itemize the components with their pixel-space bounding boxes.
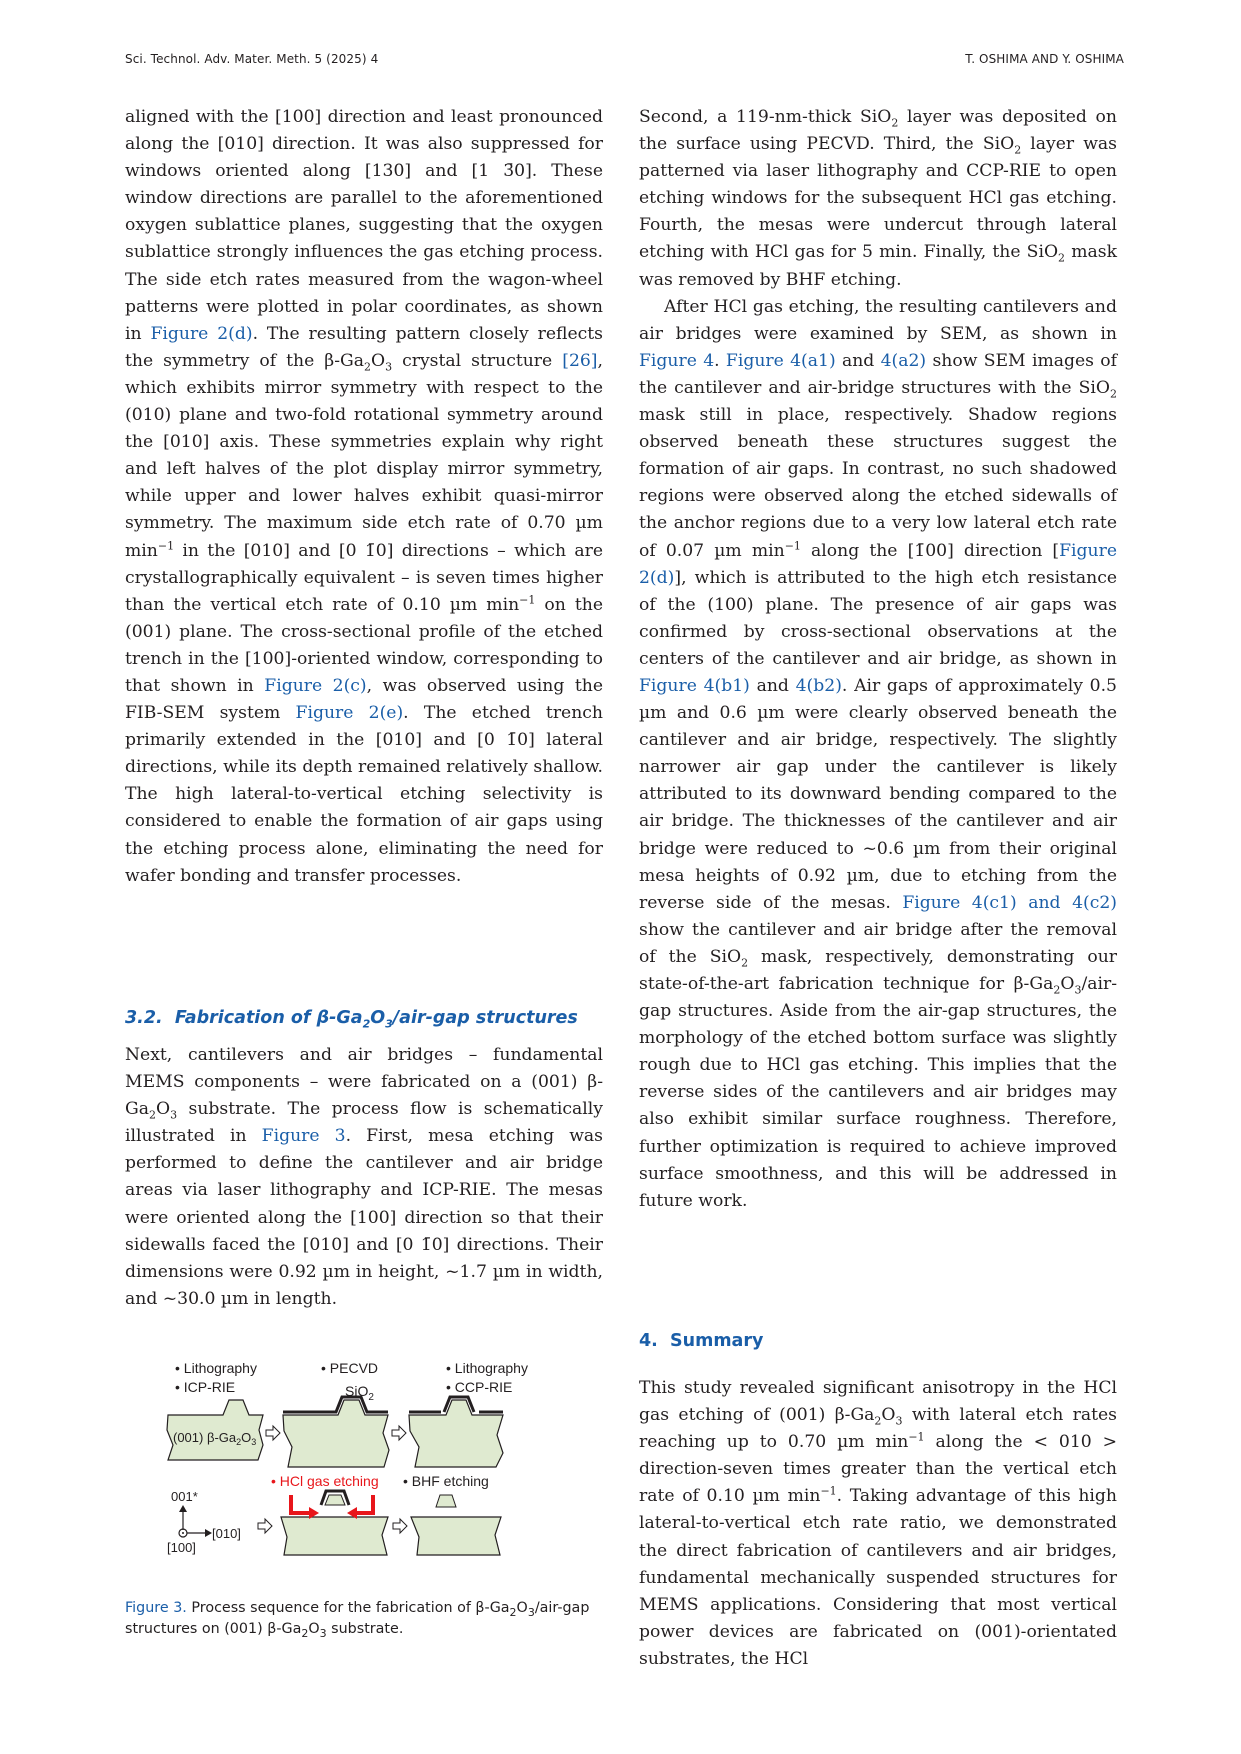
figure-link[interactable]: 4(a2): [880, 350, 927, 371]
step1-label: • Lithography: [175, 1360, 257, 1376]
figure-link[interactable]: 4(b2): [795, 675, 842, 696]
step2-label: • PECVD: [321, 1360, 379, 1376]
figure-caption: Figure 3. Process sequence for the fabrication of $\beta-Ga_2O_3/air$-gap structures on (001) $\beta-Ga_2O_3$ substrate.: [125, 1600, 590, 1640]
substrate-step5: [411, 1517, 501, 1555]
summary-body: [639, 1375, 1117, 1673]
step3-label: • Lithography: [446, 1360, 528, 1376]
substrate-step4: [281, 1517, 388, 1555]
section-3-2-body: [125, 1042, 603, 1313]
arrow-icon: [266, 1426, 280, 1440]
hcl-label: • HCl gas etching: [271, 1473, 379, 1489]
process-diagram: [163, 1355, 593, 1575]
running-header-authors: T. OSHIMA AND Y. OSHIMA: [965, 52, 1124, 66]
figure-3-schematic: [163, 1355, 593, 1575]
figure-link[interactable]: Figure 2(e): [295, 703, 404, 724]
step3-label: • CCP-RIE: [446, 1379, 513, 1395]
arrow-head-icon: [205, 1529, 212, 1537]
etch-arrow: [291, 1495, 311, 1513]
section-heading: 3.2. Fabrication of $\beta-Ga_2O_3/air$-gap structures: [125, 1008, 578, 1031]
figure-link[interactable]: Figure 2(c): [264, 675, 367, 696]
figure-link[interactable]: Figure 4(a1): [725, 350, 836, 371]
released-structure: [436, 1495, 456, 1507]
left-column: [125, 104, 603, 890]
figure-link[interactable]: Figure 2(d): [150, 323, 253, 344]
substrate-step3: [409, 1400, 503, 1467]
arrow-icon: [392, 1426, 406, 1440]
figure-link[interactable]: Figure 4: [639, 350, 715, 371]
right-column: [639, 104, 1117, 1215]
figure-link[interactable]: Figure 4(c1) and 4(c2): [902, 892, 1117, 913]
sio2-label: SiO$_2$: [345, 1383, 374, 1403]
section-heading: 4. Summary: [639, 1331, 764, 1351]
arrow-icon: [258, 1519, 272, 1533]
paragraph: Next, cantilevers and air bridges – fundamental MEMS components – were fabricated on a (001) $\beta-Ga_2O_3$ substrate. The process flow is schematically illustrated in Figure 3. First, mesa etching was performed to define the cantilever and air bridge areas via laser lithography and ICP-RIE. The mesas were oriented along the [100] direction so that their sidewalls faced the [010] and [0 1̄0] directions. Their dimensions were 0.92 µm in height, ~1.7 µm in width, and ~30.0 µm in length.: [125, 1045, 603, 1309]
running-header-journal: Sci. Technol. Adv. Mater. Meth. 5 (2025) 4: [125, 52, 379, 66]
etch-arrow: [355, 1495, 373, 1513]
figure-link[interactable]: Figure 2(d): [639, 540, 1117, 588]
figure-label: Figure 3.: [125, 1600, 187, 1616]
arrow-head-icon: [179, 1505, 187, 1512]
axis-010-label: [010]: [212, 1526, 241, 1541]
paragraph: aligned with the [100] direction and least pronounced along the [010] direction. It was also suppressed for windows oriented along [130] and [1 3̄0]. These window directions are parallel to the aforementioned oxygen sublattice planes, suggesting that the oxygen sublattice strongly influences the gas etching process. The side etch rates measured from the wagon-wheel patterns were plotted in polar coordinates, as shown in Figure 2(d). The resulting pattern closely reflects the symmetry of the $\beta-Ga_2O_3$ crystal structure [26], which exhibits mirror symmetry with respect to the (010) plane and two-fold rotational symmetry around the [010] axis. These symmetries explain why right and left halves of the plot display mirror symmetry, while upper and lower halves exhibit quasi-mirror symmetry. The maximum side etch rate of 0.70 µm $\min^{-1}$ in the [010] and [0 1̄0] directions – which are crystallographically equivalent – is seven times higher than the vertical etch rate of 0.10 µm $\min^{-1}$ on the (001) plane. The cross-sectional profile of the etched trench in the [100]-oriented window, corresponding to that shown in Figure 2(c), was observed using the FIB-SEM system Figure 2(e). The etched trench primarily extended in the [010] and [0 1̄0] lateral directions, while its depth remained relatively shallow. The high lateral-to-vertical etching selectivity is considered to enable the formation of air gaps using the etching process alone, eliminating the need for wafer bonding and transfer processes.: [125, 107, 603, 886]
paragraph: Second, a 119-nm-thick SiO$_2$ layer was deposited on the surface using PECVD. Third, the SiO$_2$ layer was patterned via laser lithography and CCP-RIE to open etching windows for the subsequent HCl gas etching. Fourth, the mesas were undercut through lateral etching with HCl gas for 5 min. Finally, the SiO$_2$ mask was removed by BHF etching.: [639, 107, 1117, 290]
substrate-label: (001) $\beta-Ga_2O_3$: [173, 1430, 257, 1447]
reference-link[interactable]: [26]: [562, 350, 598, 371]
figure-link[interactable]: Figure 3: [261, 1126, 346, 1147]
cantilever-mesa: [325, 1495, 345, 1505]
figure-link[interactable]: Figure 4(b1): [639, 675, 750, 696]
arrow-icon: [393, 1519, 407, 1533]
bhf-label: • BHF etching: [403, 1473, 489, 1489]
paragraph: After HCl gas etching, the resulting cantilevers and air bridges were examined by SEM, as shown in Figure 4. Figure 4(a1) and 4(a2) show SEM images of the cantilever and air-bridge structures with the SiO$_2$ mask still in place, respectively. Shadow regions observed beneath these structures suggest the formation of air gaps. In contrast, no such shadowed regions were observed along the etched sidewalls of the anchor regions due to a very low lateral etch rate of 0.07 µm $\min^{-1}$ along the [1̄00] direction [Figure 2(d)], which is attributed to the high etch resistance of the (100) plane. The presence of air gaps was confirmed by cross-sectional observations at the centers of the cantilever and air bridge, as shown in Figure 4(b1) and 4(b2). Air gaps of approximately 0.5 µm and 0.6 µm were clearly observed beneath the cantilever and air bridge, respectively. The slightly narrower air gap under the cantilever is likely attributed to its downward bending compared to the air bridge. The thicknesses of the cantilever and air bridge were reduced to ~0.6 µm from their original mesa heights of 0.92 µm, due to etching from the reverse side of the mesas. Figure 4(c1) and 4(c2) show the cantilever and air bridge after the removal of the SiO$_2$ mask, respectively, demonstrating our state-of-the-art fabrication technique for $\beta-Ga_2O_3/air$-gap structures. Aside from the air-gap structures, the morphology of the etched bottom surface was slightly rough due to HCl gas etching. This implies that the reverse sides of the cantilevers and air bridges may also exhibit similar surface roughness. Therefore, further optimization is required to achieve improved surface smoothness, and this will be addressed in future work.: [639, 296, 1118, 1211]
axis-100-label: [100]: [167, 1540, 196, 1555]
paragraph: This study revealed significant anisotropy in the HCl gas etching of (001) $\beta-Ga_2O_3$ with lateral etch rates reaching up to 0.70 µm $\min^{-1}$ along the < 010 > direction-seven times greater than the vertical etch rate of 0.10 µm $\min^{-1}$. Taking advantage of this high lateral-to-vertical etch rate ratio, we demonstrated the direct fabrication of cantilevers and air bridges, fundamental mechanically suspended structures for MEMS applications. Considering that most vertical power devices are fabricated on (001)-orientated substrates, the HCl: [639, 1378, 1117, 1669]
step1-label: • ICP-RIE: [175, 1379, 236, 1395]
axis-001-label: 001*: [171, 1489, 198, 1504]
